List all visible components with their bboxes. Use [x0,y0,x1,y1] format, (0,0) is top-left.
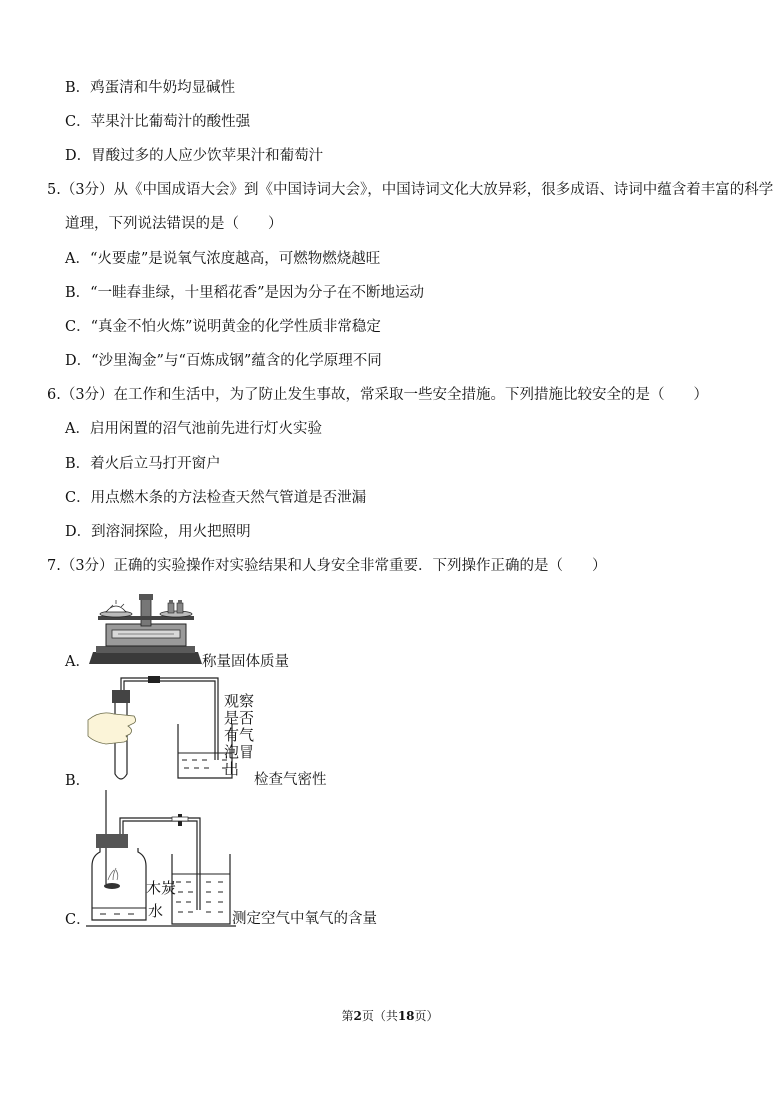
q7-option-a-letter: A． [65,654,90,670]
footer-prefix: 第 [341,1009,354,1023]
q7-option-c-water-label: 水 [148,902,164,920]
q6-stem: 6.（3分）在工作和生活中，为了防止发生事故，常采取一些安全措施。下列措施比较安全的是（ ） [47,387,709,403]
q7-option-c-letter: C． [65,912,91,928]
q5-stem-line2: 道理，下列说法错误的是（ ） [65,216,283,232]
page-footer [0,1007,780,1024]
q5-stem-line1: 5.（3分）从《中国成语大会》到《中国诗词大会》，中国诗词文化大放异彩，很多成语、诗词中蕴含着丰富的科学 [47,182,774,198]
q5-option-d: D．“沙里淘金”与“百炼成钢”蕴含的化学原理不同 [65,353,382,369]
observe-label-line: 泡冒 [224,743,255,761]
footer-mid: 页（共 [361,1009,398,1023]
observe-label-line: 是否 [224,709,255,727]
observe-label-line: 出 [224,760,240,778]
balance-illustration [88,590,203,668]
q7-option-c-charcoal-label: 木炭 [146,879,177,897]
observe-label-line: 有气 [224,726,255,744]
q7-option-b-caption: 检查气密性 [254,772,327,788]
q4-option-b: B．鸡蛋清和牛奶均显碱性 [65,80,236,96]
q6-option-b: B．着火后立马打开窗户 [65,456,221,472]
footer-total-pages: 18 [397,1009,415,1023]
q7-option-b-observation-label [224,693,254,778]
q6-option-d: D．到溶洞探险，用火把照明 [65,524,251,540]
q4-option-c: C．苹果汁比葡萄汁的酸性强 [65,114,251,130]
observe-label-line: 观察 [224,692,255,710]
q4-option-d: D．胃酸过多的人应少饮苹果汁和葡萄汁 [65,148,324,164]
q6-option-a: A．启用闲置的沼气池前先进行灯火实验 [65,421,322,437]
footer-suffix: 页） [414,1009,439,1023]
q5-option-a: A．“火要虚”是说氧气浓度越高，可燃物燃烧越旺 [65,251,381,267]
footer-page-number: 2 [353,1009,362,1023]
q7-option-c-caption: 测定空气中氧气的含量 [232,911,377,927]
airtightness-illustration [86,674,246,786]
q7-option-a-caption: 称量固体质量 [202,654,289,670]
q5-option-b: B．“一畦春韭绿，十里稻花香”是因为分子在不断地运动 [65,285,424,301]
q5-option-c: C．“真金不怕火炼”说明黄金的化学性质非常稳定 [65,319,381,335]
q7-option-b-letter: B． [65,773,91,789]
q6-option-c: C．用点燃木条的方法检查天然气管道是否泄漏 [65,490,367,506]
q7-stem: 7.（3分）正确的实验操作对实验结果和人身安全非常重要．下列操作正确的是（ ） [47,558,607,574]
